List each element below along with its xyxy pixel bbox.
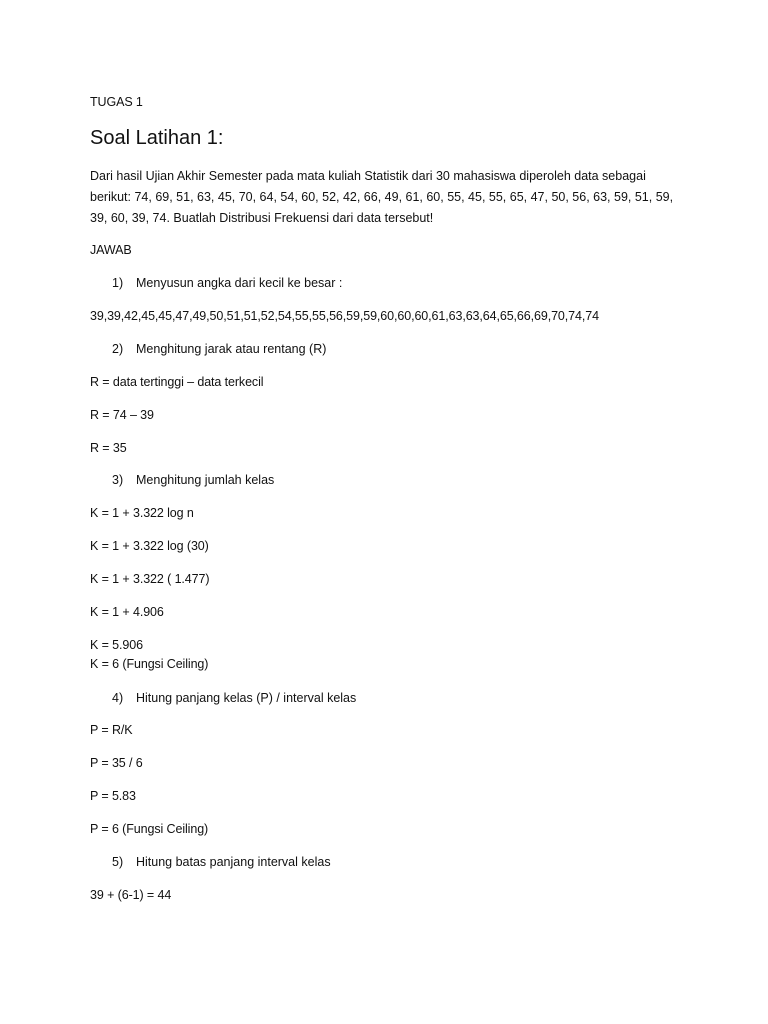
interval-boundary: 39 + (6-1) = 44 — [90, 888, 172, 902]
step-2 — [112, 342, 326, 357]
step-1 — [112, 276, 342, 291]
interval-value: P = 5.83 — [90, 789, 136, 803]
step-5 — [112, 855, 331, 870]
problem-statement: Dari hasil Ujian Akhir Semester pada mata kuliah Statistik dari 30 mahasiswa diperoleh data sebagai berikut: 74, 69, 51, 63, 45, 70, 64, 54, 60, 52, 42, 66, 49, 61, 60, 55, 45, 55, 65, 47, 50, 56, 63, 59, 51, 59, 39, 60, 39, 74. Buatlah Distribusi Frekuensi dari data tersebut! — [90, 169, 674, 225]
interval-substitution: P = 35 / 6 — [90, 756, 143, 770]
step-2-text: Menghitung jarak atau rentang (R) — [136, 342, 327, 356]
class-count-result: K = 6 (Fungsi Ceiling) — [90, 657, 209, 671]
step-4 — [112, 691, 356, 706]
range-substitution: R = 74 – 39 — [90, 408, 154, 422]
sorted-data: 39,39,42,45,45,47,49,50,51,51,52,54,55,55,56,59,59,60,60,60,61,63,63,64,65,66,69,70,74,74 — [90, 309, 599, 323]
step-3-text: Menghitung jumlah kelas — [136, 473, 275, 487]
class-count-step-2: K = 1 + 3.322 log (30) — [90, 539, 209, 553]
answer-label: JAWAB — [90, 243, 132, 257]
class-count-formula: K = 1 + 3.322 log n — [90, 506, 194, 520]
exercise-heading: Soal Latihan 1: — [90, 127, 224, 149]
step-1-text: Menyusun angka dari kecil ke besar : — [136, 276, 343, 290]
range-result: R = 35 — [90, 441, 127, 455]
class-count-step-3: K = 1 + 3.322 ( 1.477) — [90, 572, 210, 586]
interval-formula: P = R/K — [90, 723, 133, 737]
step-4-text: Hitung panjang kelas (P) / interval kelas — [136, 691, 357, 705]
class-count-step-4: K = 1 + 4.906 — [90, 605, 164, 619]
step-4-number: 4) — [112, 691, 124, 705]
interval-result: P = 6 (Fungsi Ceiling) — [90, 822, 209, 836]
step-5-text: Hitung batas panjang interval kelas — [136, 855, 331, 869]
step-3 — [112, 473, 274, 488]
step-1-number: 1) — [112, 276, 124, 290]
assignment-label: TUGAS 1 — [90, 95, 143, 109]
class-count-step-5: K = 5.906 — [90, 638, 143, 652]
range-formula: R = data tertinggi – data terkecil — [90, 375, 264, 389]
step-3-number: 3) — [112, 473, 124, 487]
step-5-number: 5) — [112, 855, 124, 869]
step-2-number: 2) — [112, 342, 124, 356]
